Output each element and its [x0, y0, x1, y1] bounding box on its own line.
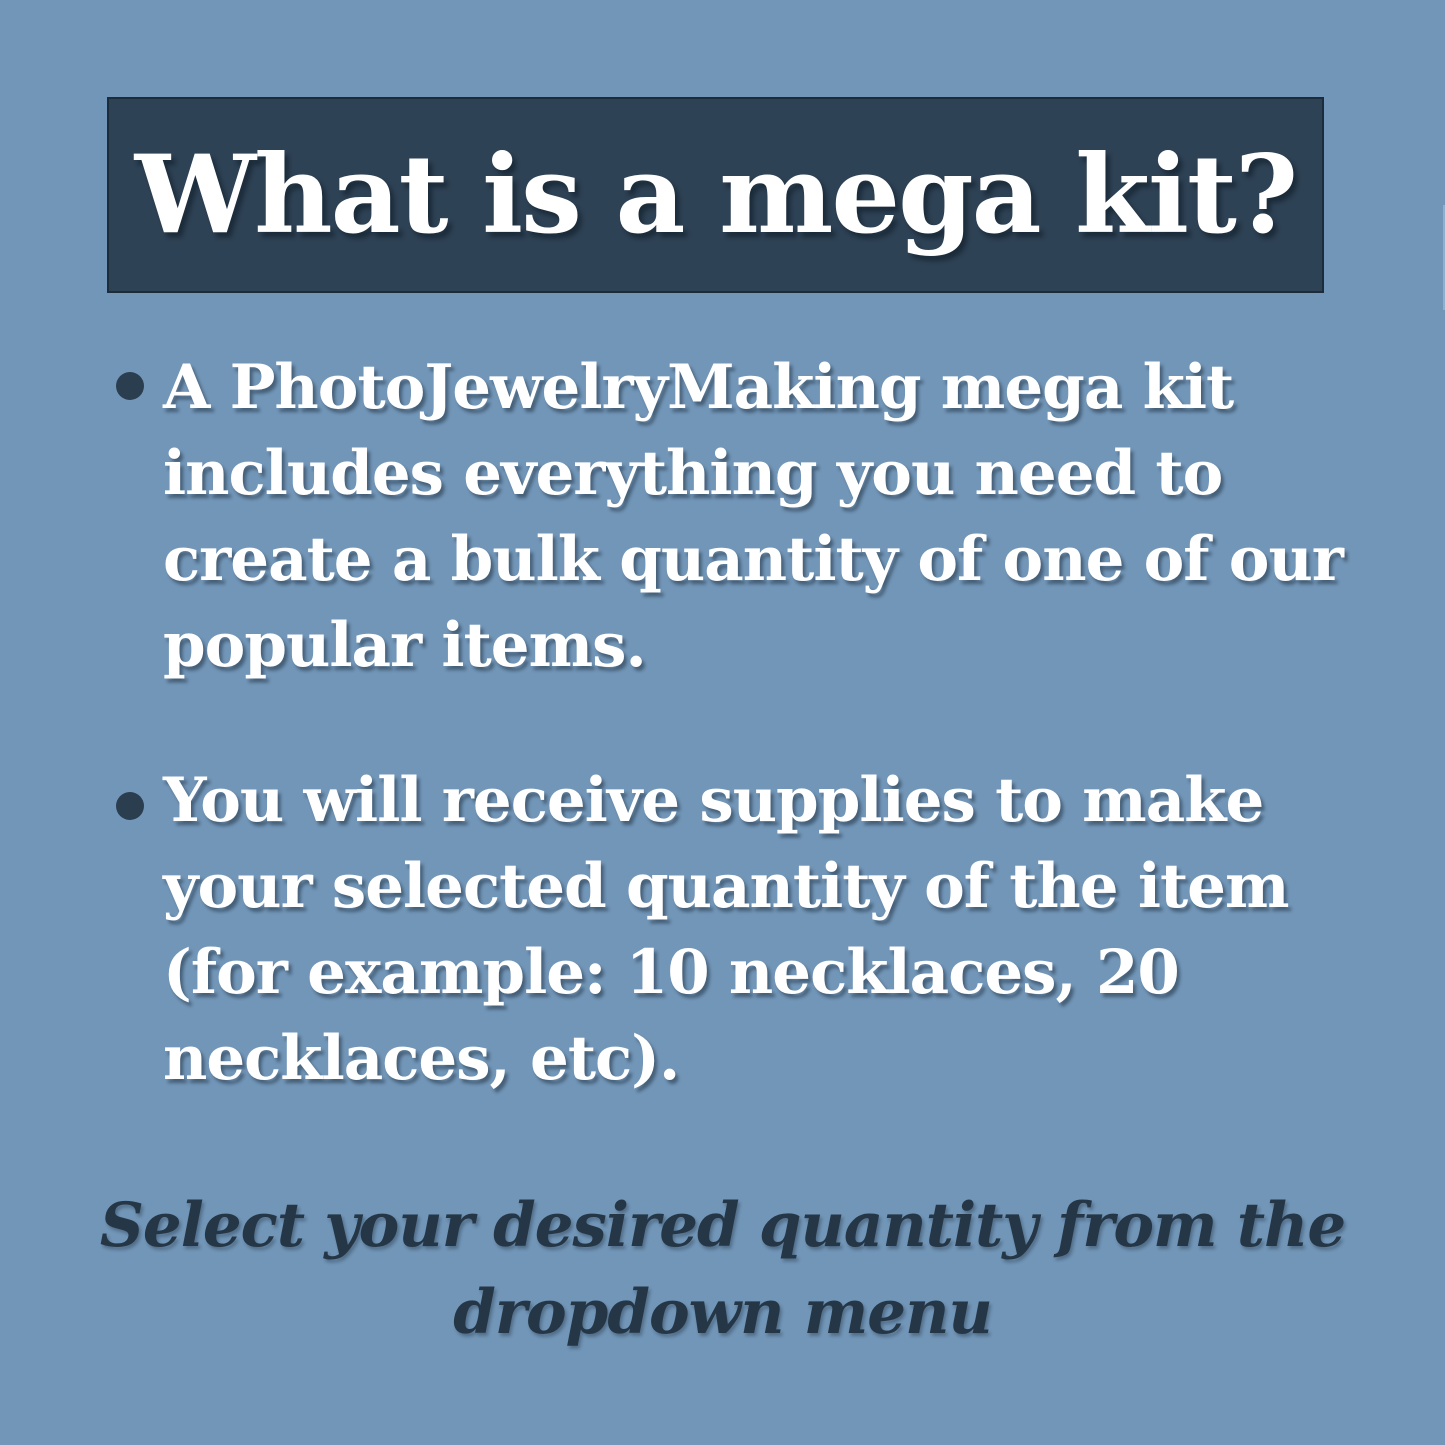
bullet-item — [163, 345, 1343, 689]
bullet-line: A PhotoJewelryMaking mega kit — [163, 352, 1234, 423]
bullet-line: your selected quantity of the item — [163, 851, 1289, 922]
bullet-line: (for example: 10 necklaces, 20 — [163, 937, 1179, 1008]
bullet-line: You will receive supplies to make — [163, 765, 1264, 836]
footer-line: Select your desired quantity from the — [99, 1190, 1346, 1261]
bullet-line: create a bulk quantity of one of our — [163, 524, 1343, 595]
bullet-line: includes everything you need to — [163, 438, 1223, 509]
page-title: What is a mega kit? — [134, 132, 1297, 258]
bullet-line: necklaces, etc). — [163, 1023, 680, 1094]
bullet-line: popular items. — [163, 610, 646, 681]
bullet-item — [163, 758, 1289, 1102]
bullet-dot-icon — [116, 372, 144, 400]
footer-line: dropdown menu — [453, 1277, 992, 1348]
header-banner — [107, 97, 1324, 293]
bullet-dot-icon — [116, 792, 144, 820]
footer-note — [0, 1182, 1445, 1356]
